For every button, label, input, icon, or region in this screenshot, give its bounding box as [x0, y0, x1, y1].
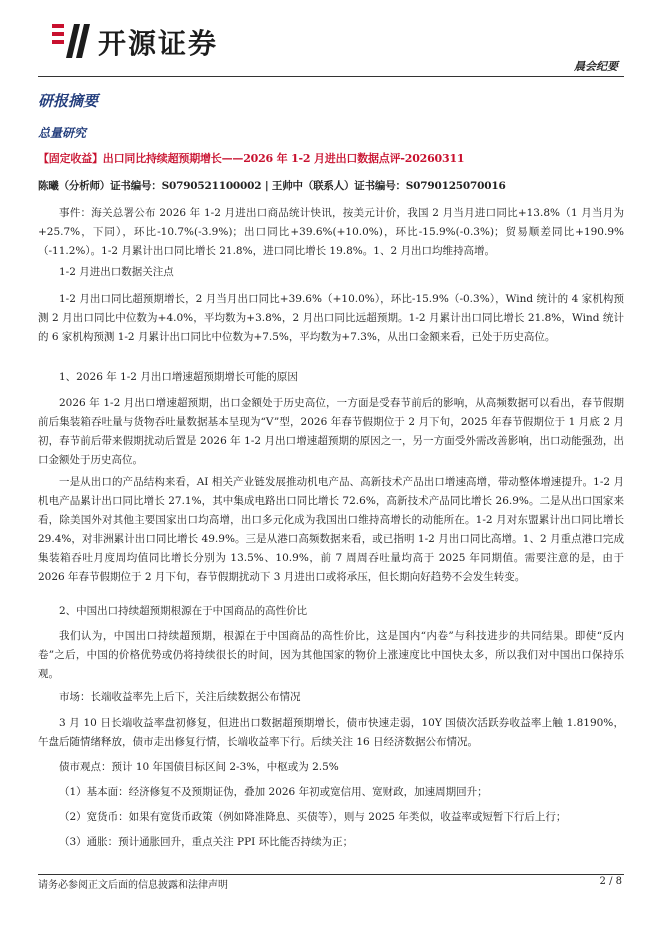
header-label: 晨会纪要 [574, 60, 618, 73]
paragraph: 事件：海关总署公布 2026 年 1-2 月进出口商品统计快讯，按美元计价，我国 2 月当月进口同比+13.8%（1 月当月为+25.7%，下同），环比-10.7%(-3.9%)；出口同比+39.6%(+10.0%)，环比-15.9%(-0.3%)；贸易顺差同比+190.9%（-11.2%）。1-2 月累计出口同比增长 21.8%，进口同比增长 19.8%。1、2 月出口均维持高增。 [38, 207, 624, 257]
paragraph: （3）通胀：预计通胀回升，重点关注 PPI 环比能否持续为正； [59, 836, 354, 848]
paragraph: 一是从出口的产品结构来看，AI 相关产业链发展推动机电产品、高新技术产品出口增速高增，带动整体增速提升。1-2 月机电产品累计出口同比增长 27.1%，其中集成电路出口同比增长 72.6%，高新技术产品同比增长 26.9%。二是从出口国家来看，除美国外对其他主要国家出口均高增，出口多元化成为我国出口维持高增长的动能所在。1-2 月对东盟累计出口同比增长 29.4%，对非洲累计出口同比增长 49.9%。三是从港口高频数据来看，或已指明 1-2 月出口同比高增。1、2 月重点港口完成集装箱吞吐月度周均值同比增长分别为 13.5%、10.9%，前 7 周周吞吐量均高于 2025 年同期值。需要注意的是，由于 2026 年春节假期位于 2 月下旬，春节假期扰动下 3 月进出口或将承压，但长期向好趋势不会发生转变。 [38, 476, 624, 583]
paragraph: 2026 年 1-2 月出口增速超预期，出口金额处于历史高位，一方面是受春节前后的影响，从高频数据可以看出，春节假期前后集装箱吞吐量与货物吞吐量数据基本呈现为“V”型，2026 年春节假期位于 2 月下旬，2025 年春节假期位于 1 月底 2 月初，春节前后带来假期扰动后置是 2026 年 1-2 月出口增速超预期的原因之一，另一方面受外需改善影响，出口动能强劲，出口金额处于历史高位。 [38, 397, 624, 466]
paragraph: 2、中国出口持续超预期根源在于中国商品的高性价比 [59, 605, 308, 617]
kaiyuan-logo-icon [50, 18, 94, 62]
paragraph: 我们认为，中国出口持续超预期，根源在于中国商品的高性价比，这是国内“内卷”与科技进步的共同结果。即使“反内卷”之后，中国的价格优势或仍将持续很长的时间，因为其他国家的物价上涨速度比中国快太多，所以我们对中国出口保持乐观。 [38, 630, 624, 680]
paragraph: 债市观点：预计 10 年国债目标区间 2-3%，中枢或为 2.5% [59, 761, 339, 773]
header-divider [38, 76, 624, 77]
section-heading: 总量研究 [38, 126, 87, 140]
paragraph: （1）基本面：经济修复不及预期证伪，叠加 2026 年初或宽信用、宽财政，加速周期回升； [59, 786, 488, 798]
page-title: 研报摘要 [38, 92, 99, 110]
report-headline[interactable]: 【固定收益】出口同比持续超预期增长——2026 年 1-2 月进出口数据点评-20260311 [38, 152, 465, 165]
paragraph: （2）宽货币：如果有宽货币政策（例如降准降息、买债等），则与 2025 年类似，收益率或短暂下行后上行； [59, 811, 567, 823]
paragraph: 3 月 10 日长端收益率盘初修复，但进出口数据超预期增长，债市快速走弱，10Y 国债次活跃券收益率上触 1.8190%，午盘后随情绪释放，债市走出修复行情，长端收益率下行。后续关注 16 日经济数据公布情况。 [38, 717, 624, 748]
brand-logo [50, 18, 260, 62]
footer-divider [38, 874, 624, 875]
page-number: 2 / 8 [599, 876, 622, 887]
paragraph: 1-2 月出口同比超预期增长，2 月当月出口同比+39.6%（+10.0%），环比-15.9%（-0.3%），Wind 统计的 4 家机构预测 2 月出口同比中位数为+4.0%，平均数为+3.8%，2 月出口同比远超预期。1-2 月累计出口同比增长 21.8%，Wind 统计的 6 家机构预测 1-2 月累计出口同比中位数为+7.5%，平均数为+7.3%，从出口金额来看，已处于历史高位。 [38, 293, 624, 343]
paragraph: 1-2 月进出口数据关注点 [59, 266, 174, 278]
paragraph: 市场：长端收益率先上后下，关注后续数据公布情况 [59, 691, 301, 703]
paragraph: 1、2026 年 1-2 月出口增速超预期增长可能的原因 [59, 371, 298, 383]
footer-disclaimer: 请务必参阅正文后面的信息披露和法律声明 [38, 880, 228, 891]
brand-name: 开源证券 [98, 27, 219, 60]
author-line: 陈曦（分析师）证书编号：S0790521100002 | 王帅中（联系人）证书编号：S0790125070016 [38, 180, 506, 192]
